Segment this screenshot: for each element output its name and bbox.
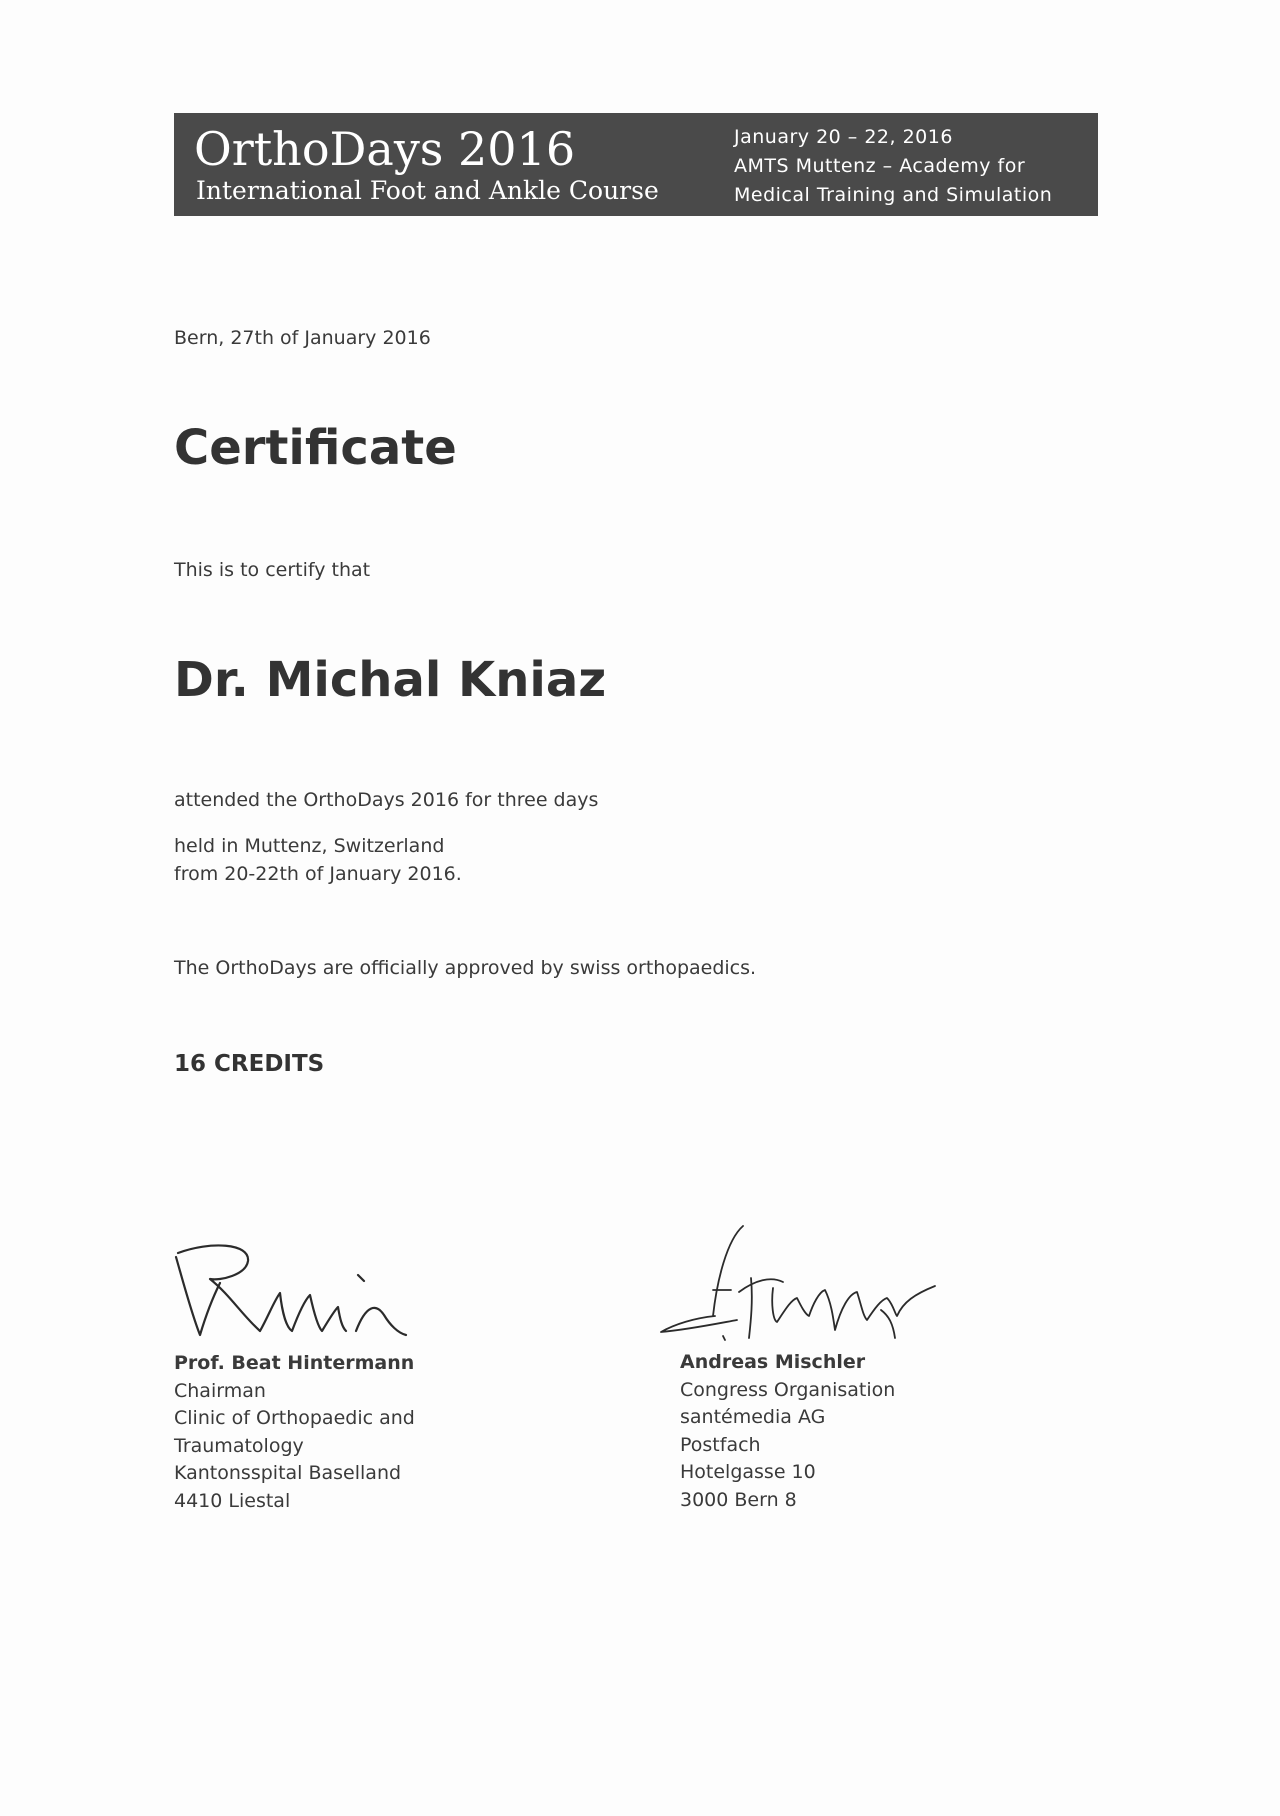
signatory-left-address-line: Kantonsspital Baselland (174, 1462, 402, 1484)
date-range-text: from 20-22th of January 2016. (174, 863, 462, 885)
signatory-right-role: Congress Organisation (680, 1378, 896, 1401)
signatory-right (680, 1349, 895, 1514)
recipient-name: Dr. Michal Kniaz (174, 652, 607, 708)
approval-text: The OrthoDays are officially approved by swiss orthopaedics. (174, 957, 757, 979)
place-date: Bern, 27th of January 2016 (174, 327, 431, 349)
signatory-left-name: Prof. Beat Hintermann (174, 1352, 415, 1374)
banner-venue-line2: Medical Training and Simulation (734, 184, 1053, 206)
banner-venue-line1: AMTS Muttenz – Academy for (734, 155, 1026, 177)
signatory-right-address-line: Hotelgasse 10 (680, 1461, 816, 1483)
banner-title: OrthoDays 2016 (194, 122, 576, 176)
signatory-left-role: Chairman (174, 1379, 266, 1402)
intro-text: This is to certify that (174, 559, 371, 581)
signatory-right-address-line: Postfach (680, 1433, 761, 1456)
signatory-left (174, 1350, 415, 1515)
banner-dates: January 20 – 22, 2016 (734, 126, 953, 148)
certificate-title: Certificate (174, 420, 457, 476)
signature-right (655, 1220, 945, 1350)
signatory-left-address-line: Clinic of Orthopaedic and (174, 1407, 415, 1429)
credits-label: 16 CREDITS (174, 1051, 325, 1077)
signatory-left-address-line: 4410 Liestal (174, 1489, 291, 1512)
banner-subtitle: International Foot and Ankle Course (196, 176, 659, 205)
signatory-right-address-line: santémedia AG (680, 1406, 826, 1428)
header-banner (174, 113, 1098, 216)
banner-event-info (734, 123, 1052, 210)
signatory-right-address-line: 3000 Bern 8 (680, 1488, 797, 1511)
signatory-left-address-line: Traumatology (174, 1434, 304, 1457)
attendance-text: attended the OrthoDays 2016 for three days (174, 789, 599, 811)
signatory-right-name: Andreas Mischler (680, 1351, 866, 1373)
location-text: held in Muttenz, Switzerland (174, 835, 445, 857)
signature-left (170, 1235, 420, 1350)
